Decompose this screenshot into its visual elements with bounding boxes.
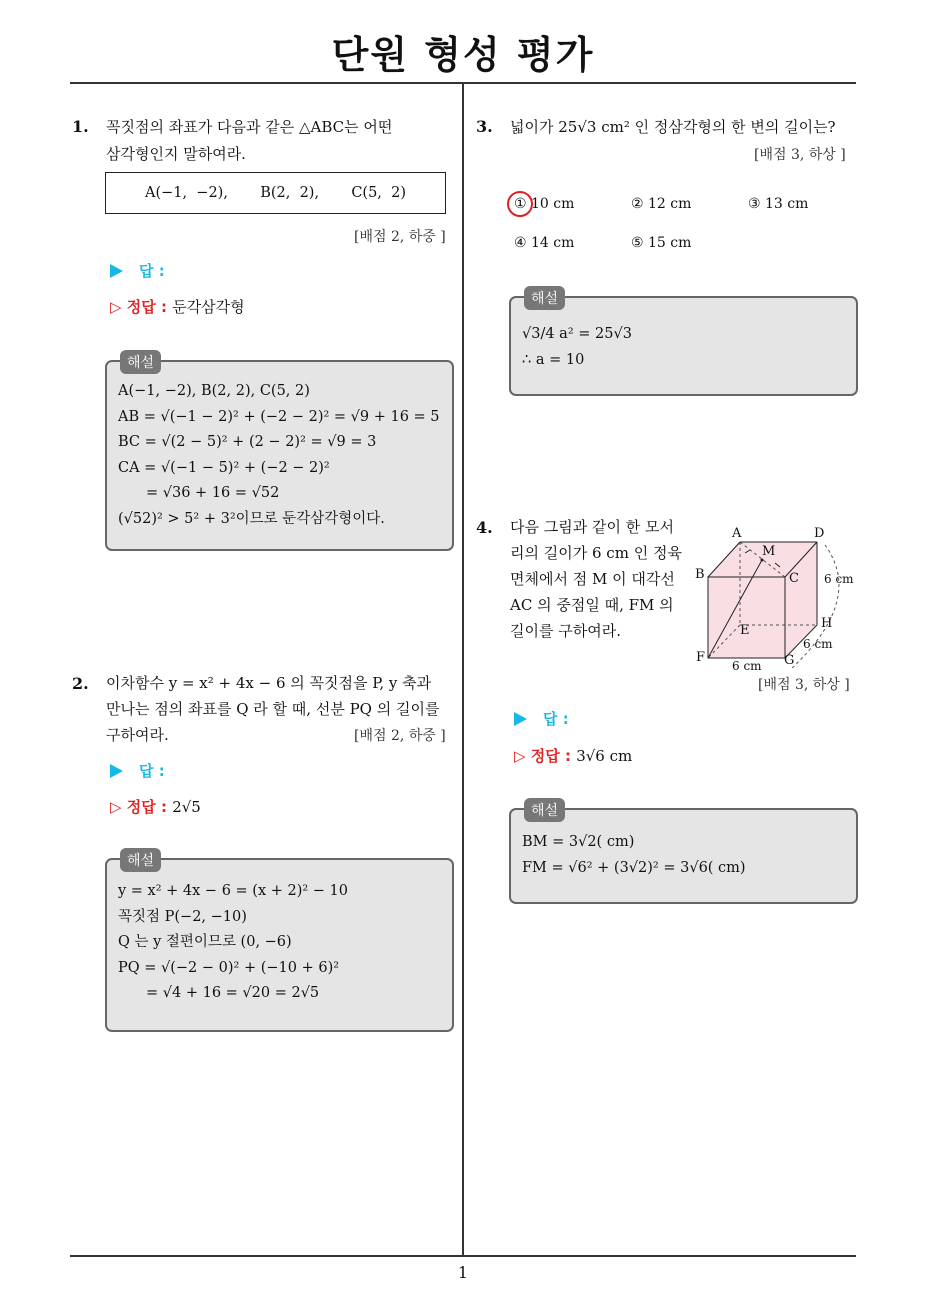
- q1-exp-line4: CA = √(−1 − 5)² + (−2 − 2)²: [118, 459, 330, 476]
- q1-answer-label: 답 :: [110, 260, 165, 281]
- label-len-depth: 6 cm: [803, 637, 833, 651]
- q1-exp-line1: A(−1, −2), B(2, 2), C(5, 2): [118, 383, 310, 399]
- q2-number: 2.: [72, 674, 89, 693]
- q1-text-line2: 삼각형인지 말하여라.: [106, 145, 246, 163]
- outline-triangle-icon: ▷: [514, 747, 531, 765]
- q4-explanation-tag: 해설: [524, 798, 565, 822]
- q1-correct: ▷ 정답 : 둔각삼각형: [110, 298, 245, 316]
- q4-text-line1: 다음 그림과 같이 한 모서: [510, 518, 674, 536]
- q4-text: [510, 514, 682, 644]
- label-e: E: [740, 623, 750, 638]
- answer-triangle-icon: [514, 712, 527, 726]
- q1-explanation: [118, 379, 440, 532]
- answer-triangle-icon: [110, 764, 123, 778]
- q2-exp-line5: = √4 + 16 = √20 = 2√5: [146, 985, 320, 1001]
- q3-choice-1[interactable]: ① 10 cm: [514, 196, 575, 212]
- cube-figure: [690, 520, 860, 680]
- q4-correct: ▷ 정답 : 3√6 cm: [514, 747, 633, 765]
- q3-exp-line1: √3/4 a² = 25√3: [522, 326, 632, 342]
- q4-exp-line2: FM = √6² + (3√2)² = 3√6( cm): [522, 859, 746, 876]
- q4-text-line4: AC 의 중점일 때, FM 의: [510, 596, 674, 614]
- q2-text-line2: 만나는 점의 좌표를 Q 라 할 때, 선분 PQ 의 길이를: [106, 700, 440, 718]
- q4-number: 4.: [476, 518, 493, 537]
- q2-explanation-tag: 해설: [120, 848, 161, 872]
- q2-text-line3: 구하여라.: [106, 726, 169, 744]
- q1-exp-line3: BC = √(2 − 5)² + (2 − 2)² = √9 = 3: [118, 434, 377, 450]
- q2-exp-line3: Q 는 y 절편이므로 (0, −6): [118, 934, 292, 950]
- q2-explanation: [118, 879, 348, 1007]
- label-len-bottom: 6 cm: [732, 659, 762, 673]
- label-a: A: [732, 526, 742, 541]
- outline-triangle-icon: ▷: [110, 798, 127, 816]
- q2-exp-line4: PQ = √(−2 − 0)² + (−10 + 6)²: [118, 959, 340, 976]
- q2-text-line1: 이차함수 y = x² + 4x − 6 의 꼭짓점을 P, y 축과: [106, 674, 432, 692]
- label-m: M: [762, 544, 776, 559]
- q4-score: [배점 3, 하상 ]: [758, 677, 850, 693]
- q2-score: [배점 2, 하중 ]: [354, 728, 446, 744]
- page-number: 1: [457, 1263, 469, 1282]
- q1-exp-line5: = √36 + 16 = √52: [146, 485, 280, 501]
- q3-choice-2[interactable]: ② 12 cm: [631, 196, 692, 212]
- outline-triangle-icon: ▷: [110, 298, 127, 316]
- q1-points: A(−1, −2), B(2, 2), C(5, 2): [144, 185, 407, 201]
- q4-correct-value: 3√6 cm: [576, 747, 633, 765]
- q3-choice-3[interactable]: ③ 13 cm: [748, 196, 809, 212]
- q3-choice-4[interactable]: ④ 14 cm: [514, 235, 575, 251]
- q3-choice-5[interactable]: ⑤ 15 cm: [631, 235, 692, 251]
- q2-exp-line2: 꼭짓점 P(−2, −10): [118, 908, 247, 925]
- q3-explanation-tag: 해설: [524, 286, 565, 310]
- q1-text-line1: 꼭짓점의 좌표가 다음과 같은 △ABC는 어떤: [106, 118, 393, 136]
- q4-text-line2: 리의 길이가 6 cm 인 정육: [510, 544, 682, 562]
- answer-triangle-icon: [110, 264, 123, 278]
- q1-points-box: [105, 172, 446, 214]
- q4-text-line3: 면체에서 점 M 이 대각선: [510, 570, 675, 588]
- q2-exp-line1: y = x² + 4x − 6 = (x + 2)² − 10: [118, 883, 348, 899]
- q3-exp-line2: ∴ a = 10: [522, 351, 585, 368]
- q2-correct: ▷ 정답 : 2√5: [110, 798, 201, 816]
- q3-text: 넓이가 25√3 cm² 인 정삼각형의 한 변의 길이는?: [510, 118, 836, 136]
- q1-exp-line2: AB = √(−1 − 2)² + (−2 − 2)² = √9 + 16 = 5: [118, 408, 440, 425]
- label-d: D: [814, 526, 825, 541]
- footer-rule: [70, 1255, 856, 1257]
- q4-answer-label: 답 :: [514, 708, 569, 729]
- label-c: C: [789, 571, 799, 586]
- q4-text-line5: 길이를 구하여라.: [510, 622, 621, 640]
- label-f: F: [696, 650, 706, 665]
- q1-score: [배점 2, 하중 ]: [354, 229, 446, 245]
- q3-explanation: [522, 322, 632, 373]
- q1-exp-line6: (√52)² > 5² + 3²이므로 둔각삼각형이다.: [118, 510, 385, 527]
- label-len-right: 6 cm: [824, 572, 854, 586]
- q2-correct-value: 2√5: [172, 798, 201, 816]
- q1-number: 1.: [72, 117, 89, 136]
- q3-score: [배점 3, 하상 ]: [754, 147, 846, 163]
- column-divider: [462, 82, 464, 1257]
- label-g: G: [784, 653, 795, 668]
- q1-correct-value: 둔각삼각형: [172, 298, 245, 316]
- label-b: B: [695, 567, 705, 582]
- label-h: H: [821, 616, 833, 631]
- page-title: 단원 형성 평가: [331, 33, 595, 77]
- q2-answer-label: 답 :: [110, 760, 165, 781]
- q1-explanation-tag: 해설: [120, 350, 161, 374]
- q4-exp-line1: BM = 3√2( cm): [522, 834, 635, 850]
- q4-explanation: [522, 830, 746, 881]
- q3-number: 3.: [476, 117, 493, 136]
